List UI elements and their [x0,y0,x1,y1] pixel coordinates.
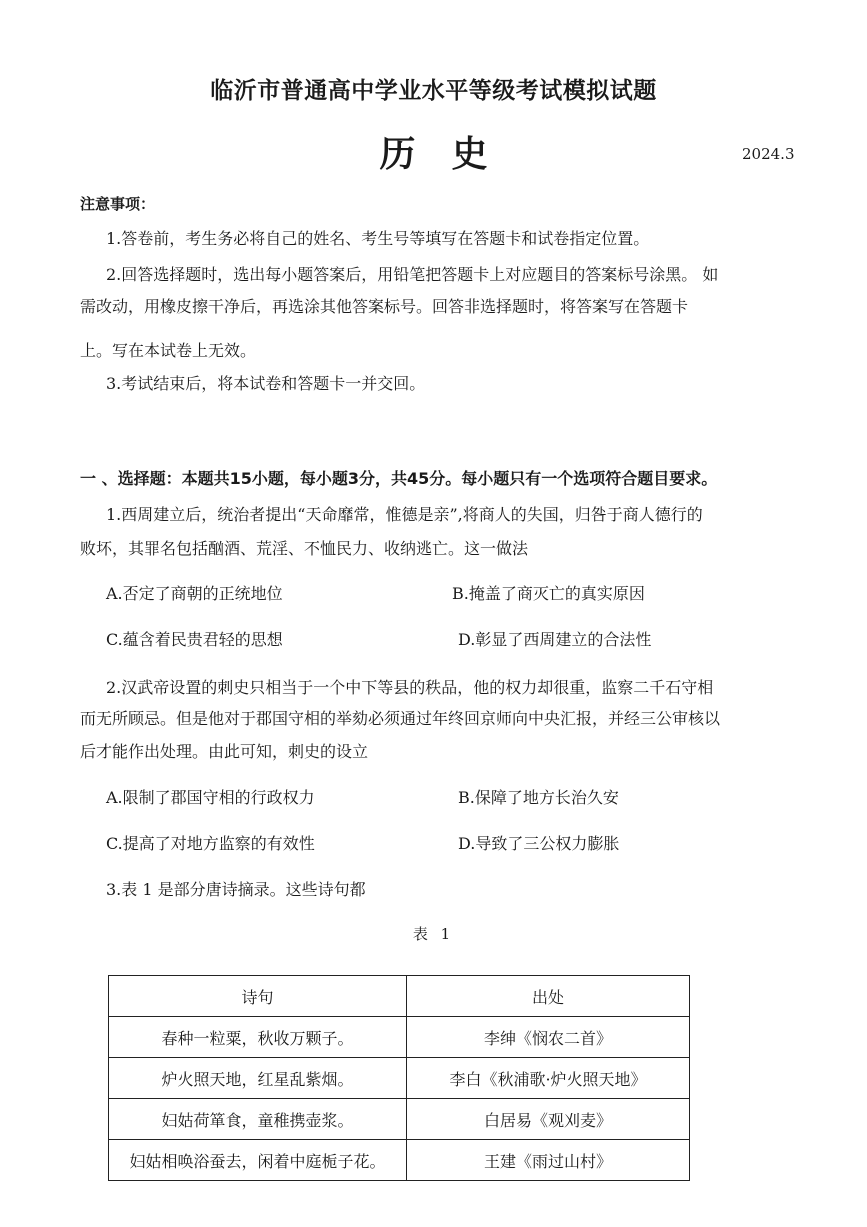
question-2-stem-line-1: 2.汉武帝设置的刺史只相当于一个中下等县的秩品，他的权力却很重，监察二千石守相 [106,678,714,697]
notice-item-3: 3.考试结束后，将本试卷和答题卡一并交回。 [106,374,426,393]
table-row [109,1099,690,1140]
question-2-option-c: C.提高了对地方监察的有效性 [106,834,315,853]
table-cell-source: 李白《秋浦歌·炉火照天地》 [407,1058,690,1099]
exam-title: 临沂市普通高中学业水平等级考试模拟试题 [210,78,657,104]
question-1-stem-line-1: 1.西周建立后，统治者提出“天命靡常，惟德是亲”,将商人的失国，归咎于商人德行的 [106,505,703,524]
table-header-row [109,976,690,1017]
question-2-stem-line-2: 而无所顾忌。但是他对于郡国守相的举劾必须通过年终回京师向中央汇报，并经三公审核以 [80,709,721,728]
question-2-option-b: B.保障了地方长治久安 [458,788,619,807]
question-2-stem-line-3: 后才能作出处理。由此可知，刺史的设立 [80,742,369,761]
table-cell-source: 王建《雨过山村》 [407,1140,690,1181]
table-cell-verse: 春种一粒粟，秋收万颗子。 [109,1017,407,1058]
notice-item-2-line-2: 需改动，用橡皮擦干净后，再选涂其他答案标号。回答非选择题时，将答案写在答题卡 [80,297,689,316]
subject-title: 历史 [379,134,524,175]
question-2-option-a: A.限制了郡国守相的行政权力 [106,788,315,807]
question-1-option-a: A.否定了商朝的正统地位 [106,584,283,603]
notice-item-2-line-1: 2.回答选择题时，选出每小题答案后，用铅笔把答题卡上对应题目的答案标号涂黑。 如 [106,265,719,284]
table-row [109,1017,690,1058]
question-3-stem-line-1: 3.表 1 是部分唐诗摘录。这些诗句都 [106,880,366,899]
table-header-source: 出处 [407,976,690,1017]
table-row [109,1058,690,1099]
exam-date: 2024.3 [742,145,795,163]
table-cell-source: 李绅《悯农二首》 [407,1017,690,1058]
table-cell-verse: 妇姑相唤浴蚕去，闲着中庭栀子花。 [109,1140,407,1181]
question-1-option-b: B.掩盖了商灭亡的真实原因 [452,584,645,603]
table-header-verse: 诗句 [109,976,407,1017]
notice-item-2-line-3: 上。写在本试卷上无效。 [80,341,257,360]
table-caption: 表 1 [412,925,455,943]
section-heading: 一 、选择题：本题共15小题，每小题3分，共45分。每小题只有一个选项符合题目要求。 [80,469,718,488]
question-1-option-c: C.蕴含着民贵君轻的思想 [106,630,283,649]
table-cell-verse: 炉火照天地，红星乱紫烟。 [109,1058,407,1099]
question-1-stem-line-2: 败坏，其罪名包括酗酒、荒淫、不恤民力、收纳逃亡。这一做法 [80,539,529,558]
question-1-option-d: D.彰显了西周建立的合法性 [458,630,652,649]
notice-item-1: 1.答卷前，考生务必将自己的姓名、考生号等填写在答题卡和试卷指定位置。 [106,229,650,248]
poem-table [108,975,690,1181]
table-row [109,1140,690,1181]
table-cell-source: 白居易《观刈麦》 [407,1099,690,1140]
table-cell-verse: 妇姑荷箪食，童稚携壶浆。 [109,1099,407,1140]
question-2-option-d: D.导致了三公权力膨胀 [458,834,620,853]
notice-heading: 注意事项： [80,195,156,213]
